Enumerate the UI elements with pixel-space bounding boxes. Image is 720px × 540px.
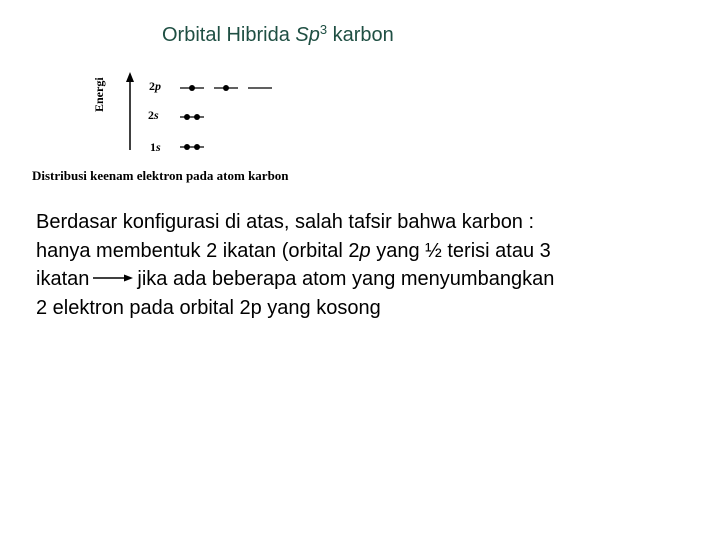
electron-dot-1s-1-1 — [184, 144, 190, 150]
paragraph-line-3-pre: ikatan — [36, 268, 90, 290]
title-prefix: Orbital Hibrida — [162, 24, 296, 46]
electron-dot-1s-1-2 — [194, 144, 200, 150]
level-2p-number: 2 — [149, 79, 155, 93]
paragraph-line-2-post: yang ½ terisi atau 3 — [370, 239, 551, 262]
diagram-caption: Distribusi keenam elektron pada atom karbon — [32, 168, 289, 183]
explanation-paragraph — [36, 208, 696, 322]
energy-axis-arrow — [126, 72, 134, 150]
title-suffix: karbon — [327, 24, 394, 46]
right-arrow-icon — [93, 273, 133, 283]
orbital-layer — [180, 85, 272, 150]
level-2s-number: 2 — [148, 108, 154, 122]
paragraph-line-2-p: p — [359, 239, 371, 262]
electron-dot-2p-2-1 — [223, 85, 229, 91]
paragraph-line-2 — [36, 237, 696, 266]
energy-axis-label: Energi — [92, 77, 106, 112]
title-superscript: 3 — [319, 22, 328, 37]
paragraph-line-2-pre: hanya membentuk 2 ikatan (orbital 2 — [36, 239, 360, 262]
level-1s-number: 1 — [150, 140, 156, 154]
paragraph-line-1: Berdasar konfigurasi di atas, salah tafsir bahwa karbon : — [36, 211, 535, 233]
paragraph-line-4: 2 elektron pada orbital 2p yang kosong — [36, 296, 381, 319]
level-2s-letter: s — [154, 108, 159, 122]
title-sp: Sp — [295, 24, 320, 46]
electron-dot-2s-1-2 — [194, 114, 200, 120]
level-1s-letter: s — [156, 140, 161, 154]
level-2p-letter: p — [155, 79, 161, 93]
electron-dot-2s-1-1 — [184, 114, 190, 120]
electron-dot-2p-1-1 — [189, 85, 195, 91]
paragraph-line-3 — [36, 265, 696, 294]
paragraph-line-3-post: jika ada beberapa atom yang menyumbangkan — [137, 268, 555, 290]
